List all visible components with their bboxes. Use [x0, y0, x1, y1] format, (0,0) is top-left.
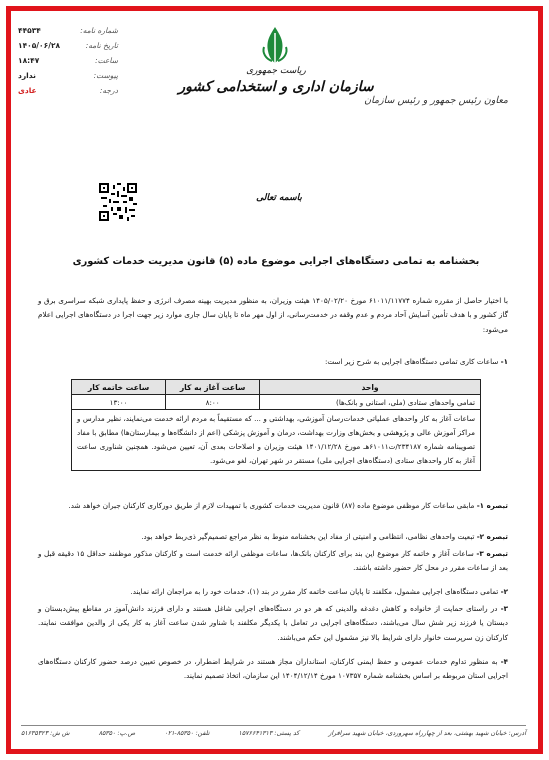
- note-text: تبعیت واحدهای نظامی، انتظامی و امنیتی از مفاد این بخشنامه منوط به نظر مراجع تصمیم‌گیر ذی‌ربط خواهد بود.: [141, 532, 475, 541]
- metadata-row: [18, 68, 118, 83]
- metadata-value: ندارد: [18, 71, 36, 80]
- metadata-row: [18, 83, 118, 98]
- table-note-row: [72, 410, 481, 471]
- letter-footer: [21, 725, 526, 737]
- item-label: ۴-: [500, 657, 508, 666]
- item-2: [38, 585, 508, 599]
- metadata-label: ساعت:: [95, 56, 118, 65]
- table-cell: ۸:۰۰: [166, 395, 260, 410]
- document-title: بخشنامه به تمامی دستگاه‌های اجرایی موضوع ماده (۵) قانون مدیریت خدمات کشوری: [72, 256, 480, 267]
- table-note-text: ساعات آغاز به کار واحدهای عملیاتی خدمات‌رسان آموزشی، بهداشتی و ... که مستقیماً به مردم ارائه خدمت می‌نمایند، نظیر مدارس و مراکز آموزش عالی و پژوهشی و بخش‌های وزارت بهداشت، درمان و آموزش پزشکی (اعم از دانشگاه‌ها و بیمارستان‌ها) مطابق با مفاد تصویبنامه شماره ۲۳۴۱۸۷/ت۶۱۰۱۱هـ مورخ ۱۴۰۱/۱۲/۲۸ هیئت وزیران و اصلاحات بعدی آن، تعیین می‌شود. همچنین شناوری ساعت آغاز: [77, 414, 476, 465]
- footer-extra: ش ش: ۵۱۶۳۵۳۲۳: [21, 730, 70, 737]
- table-header: واحد: [260, 380, 481, 395]
- item-3: [38, 602, 508, 645]
- metadata-label: درجه:: [99, 86, 118, 95]
- emblem-icon: [256, 23, 294, 67]
- table-cell: تمامی واحدهای ستادی (ملی، استانی و بانک‌ها): [260, 395, 481, 410]
- org-name: سازمان اداری و استخدامی کشور: [178, 79, 374, 95]
- metadata-value: عادی: [18, 86, 37, 95]
- note-label: تبصره ۳-: [476, 549, 508, 558]
- metadata-row: [18, 23, 118, 38]
- intro-paragraph: با اختیار حاصل از مقرره شماره ۶۱۰۱۱/۱۱۷۷۴ مورخ ۱۴۰۵/۰۲/۲۰ هیئت وزیران، به منظور مدیریت بهینه مصرف انرژی و حفظ پایداری شبکه سراسری برق و گاز کشور و با هدف تأمین آسایش آحاد مردم و عدم وقفه در خدمت‌رسانی، از اول مهر ماه تا پایان سال جاری موارد زیر جهت اجرا در دستگاه‌های اجرایی اعلام می‌شود:: [38, 296, 508, 334]
- item-1-text: ساعات کاری تمامی دستگاه‌های اجرایی به شرح زیر است:: [324, 357, 499, 366]
- table-header: ساعت آغاز به کار: [166, 380, 260, 395]
- qr-code-icon: [99, 183, 137, 221]
- footer-address: آدرس: خیابان شهید بهشتی، بعد از چهارراه سهروردی، خیابان شهید سرافراز: [328, 730, 526, 737]
- table-cell: ۱۳:۰۰: [72, 395, 166, 410]
- note-3: [38, 547, 508, 576]
- item-1-number: ۱-: [500, 357, 508, 366]
- note-2: [38, 530, 508, 544]
- metadata-row: [18, 38, 118, 53]
- note-1: [38, 499, 508, 513]
- note-text: مابقی ساعات کار موظفی موضوع ماده (۸۷) قانون مدیریت خدمات کشوری با تمهیدات لازم از طریق دورکاری کارکنان جبران خواهد شد.: [68, 501, 475, 510]
- table-row: [72, 395, 481, 410]
- metadata-label: شماره نامه:: [80, 26, 118, 35]
- letter-metadata: [18, 23, 118, 98]
- deputy-title: معاون رئیس جمهور و رئیس سازمان: [364, 95, 508, 106]
- item-4: [38, 655, 508, 684]
- item-label: ۳-: [500, 604, 508, 613]
- item-label: ۲-: [500, 587, 508, 596]
- metadata-value: ۱۴۰۵/۰۶/۲۸: [18, 41, 61, 50]
- bismillah: باسمه تعالی: [256, 193, 302, 203]
- metadata-label: پیوست:: [93, 71, 118, 80]
- letter-page: [11, 11, 538, 749]
- table-note-cell: [72, 410, 481, 471]
- metadata-row: [18, 53, 118, 68]
- footer-po-box: ص.پ: ۸۵۳۵۰: [98, 730, 136, 737]
- footer-phone: تلفن: ۸۵۳۵۰-۰۲۱: [164, 730, 210, 737]
- page-frame: [6, 6, 543, 754]
- metadata-value: ۱۸:۴۷: [18, 56, 40, 65]
- table-header-row: [72, 380, 481, 395]
- table-note-text: به کار واحدهای ستادی (دستگاه‌های اجرایی ملی) مستقر در شهر تهران، لغو می‌شود.: [209, 456, 462, 465]
- table-header: ساعت خاتمه کار: [72, 380, 166, 395]
- org-line-presidency: ریاست جمهوری: [246, 66, 306, 76]
- item-text: به منظور تداوم خدمات عمومی و حفظ ایمنی کارکنان، استانداران مجاز هستند در شرایط اضطرار، در خصوص تعیین درصد حضور کارکنان دستگاه‌های اجرایی استان مربوطه بر اساس بخشنامه شماره ۱۰۷۳۵۷ مورخ ۱۴۰۴/۱۲/۱۴ این سازمان، اتخاذ تصمیم نمایند.: [38, 657, 508, 681]
- item-text: تمامی دستگاه‌های اجرایی مشمول، مکلفند تا پایان ساعت خاتمه کار مقرر در بند (۱)، خدمات خود را به مراجعان ارائه نمایند.: [130, 587, 499, 596]
- item-text: در راستای حمایت از خانواده و کاهش دغدغه والدینی که هر دو در دستگاه‌های اجرایی شاغل هستند و دارای فرزند دانش‌آموز در مقاطع پیش‌دبستان و دبستان یا فرزند زیر شش سال می‌باشند، دستگاه‌های اجرایی در تعامل با یکدیگر مکلفند با شناور شدن ساعت آغاز به کار یکی از والدین موافقت نمایند. کارکنان زن سرپرست خانوار دارای شرایط بالا نیز مشمول این حکم می‌باشند.: [38, 604, 508, 642]
- item-1: [38, 355, 508, 369]
- footer-postal: کد پستی: ۱۵۷۶۶۴۱۳۱۳: [238, 730, 300, 737]
- metadata-label: تاریخ نامه:: [85, 41, 118, 50]
- work-hours-table: [71, 379, 481, 471]
- metadata-value: ۴۴۵۳۴: [18, 26, 41, 35]
- note-label: تبصره ۲-: [476, 532, 508, 541]
- note-text: ساعات آغاز و خاتمه کار موضوع این بند برای کارکنان بانک‌ها، ساعات موظفی ارائه خدمت است و کارکنان مذکور موظفند حداقل ۱۵ دقیقه قبل و بعد از ساعات مقرر در محل کار حضور داشته باشند.: [38, 549, 508, 573]
- note-label: تبصره ۱-: [476, 501, 508, 510]
